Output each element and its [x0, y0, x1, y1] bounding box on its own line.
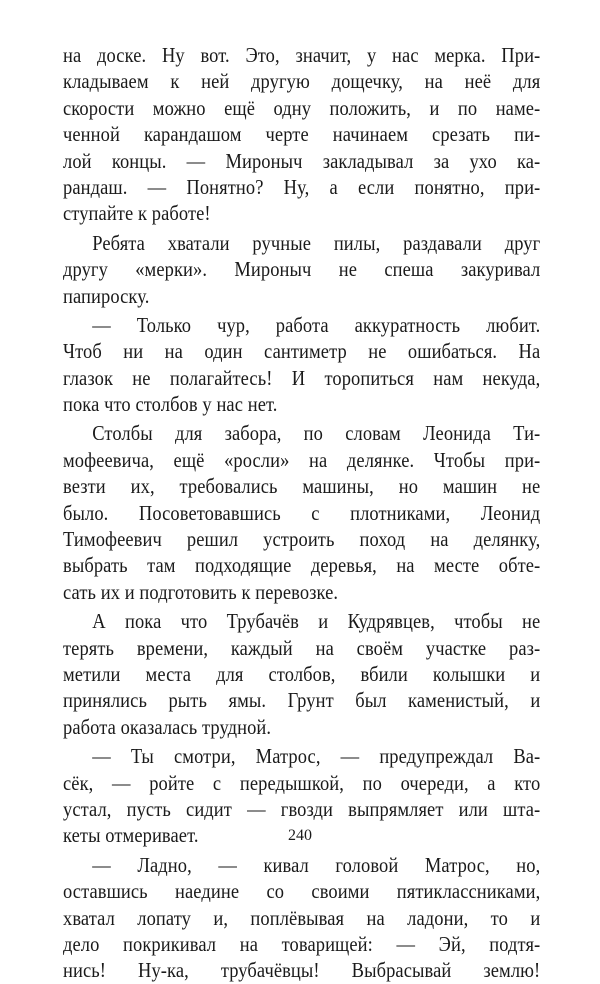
- paragraph: [63, 230, 540, 309]
- text-line: на доске. Ну вот. Это, значит, у нас мерка. При-: [63, 43, 541, 67]
- text-line: везти их, требовались машины, но машин не: [63, 474, 541, 499]
- paragraph: [63, 852, 540, 984]
- text-line: кеты отмеривает.: [63, 823, 199, 848]
- text-line: было. Посоветовавшись с плотниками, Леонид: [63, 500, 541, 525]
- text-line: принялись рыть ямы. Грунт был каменистый, и: [63, 688, 541, 713]
- paragraph: [63, 608, 540, 740]
- text-line: хватал лопату и, поплёвывая на ладони, то и: [63, 905, 541, 930]
- text-line: оставшись наедине со своими пятиклассниками,: [63, 879, 541, 904]
- text-line: работа оказалась трудной.: [63, 714, 272, 739]
- text-line: пока что столбов у нас нет.: [63, 392, 278, 417]
- paragraph: [63, 312, 540, 418]
- text-line: другу «мерки». Мироныч не спеша закуривал: [63, 257, 541, 282]
- text-line: Чтоб ни на один сантиметр не ошибаться. На: [63, 339, 541, 364]
- page-number: 240: [288, 827, 312, 844]
- text-line: — Ладно, — кивал головой Матрос, но,: [92, 852, 541, 877]
- text-line: кладываем к ней другую дощечку, на неё для: [63, 69, 541, 94]
- text-line: сать их и подготовить к перевозке.: [63, 579, 339, 604]
- text-line: ступайте к работе!: [63, 201, 211, 226]
- text-line: папироску.: [63, 283, 150, 308]
- text-line: ченной карандашом черте начинаем срезать пи-: [63, 122, 541, 147]
- text-line: — Только чур, работа аккуратность любит.: [92, 312, 541, 337]
- text-line: Ребята хватали ручные пилы, раздавали друг: [92, 230, 541, 255]
- text-line: глазок не полагайтесь! И торопиться нам некуда,: [63, 365, 541, 390]
- text-line: Тимофеевич решил устроить поход на делянку,: [63, 527, 541, 552]
- text-line: Столбы для забора, по словам Леонида Ти-: [92, 421, 541, 446]
- paragraph: [63, 420, 540, 605]
- text-line: метили места для столбов, вбили колышки и: [63, 661, 541, 686]
- text-line: выбрать там подходящие деревья, на месте обте-: [63, 553, 541, 578]
- text-line: терять времени, каждый на своём участке раз-: [63, 635, 541, 660]
- text-line: нись! Ну-ка, трубачёвцы! Выбрасывай землю!: [63, 958, 541, 983]
- text-line: рандаш. — Понятно? Ну, а если понятно, при-: [63, 174, 541, 199]
- text-line: сёк, — ройте с передышкой, по очереди, а кто: [63, 770, 541, 795]
- text-line: устал, пусть сидит — гвозди выпрямляет или шта-: [63, 796, 541, 821]
- text-line: — Ты смотри, Матрос, — предупреждал Ва-: [92, 744, 541, 769]
- paragraph: [63, 42, 540, 227]
- text-line: мофеевича, ещё «росли» на делянке. Чтобы при-: [63, 447, 541, 472]
- text-line: А пока что Трубачёв и Кудрявцев, чтобы не: [92, 609, 541, 634]
- text-line: дело покрикивал на товарищей: — Эй, подтя-: [63, 931, 541, 956]
- text-line: скорости можно ещё одну положить, и по наме-: [63, 95, 541, 120]
- text-line: лой концы. — Мироныч закладывал за ухо ка-: [63, 148, 541, 173]
